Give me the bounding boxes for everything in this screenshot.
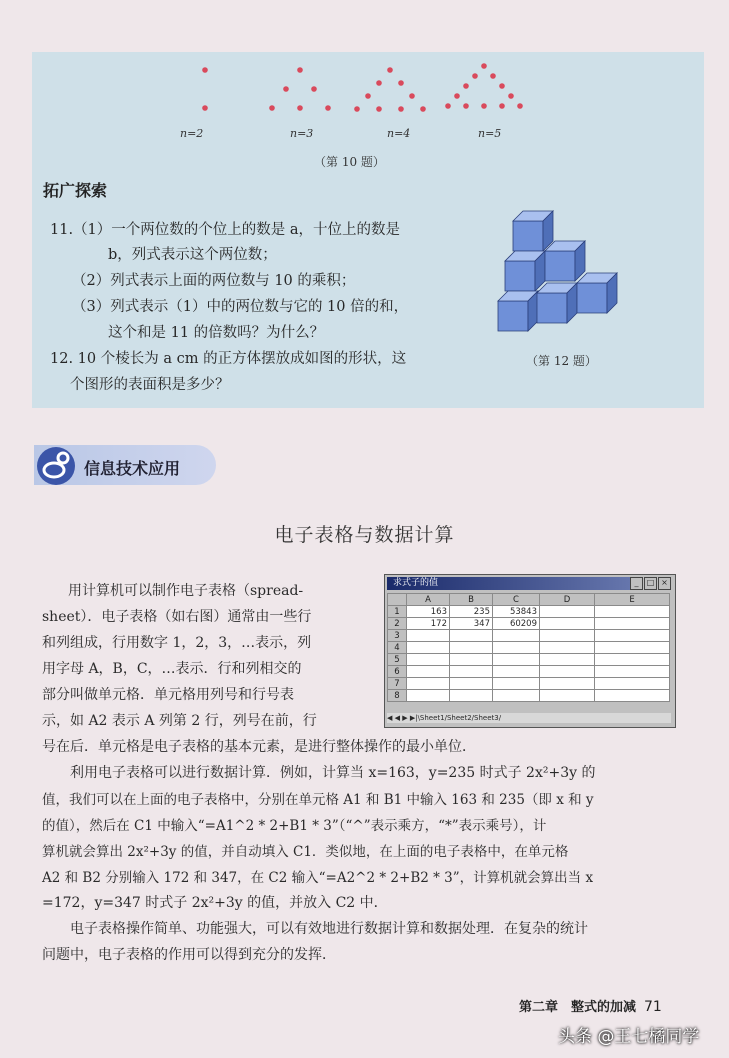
- row-header: 5: [388, 654, 407, 666]
- minimize-icon: _: [630, 577, 643, 590]
- paragraph-line: 利用电子表格可以进行数据计算．例如，计算当 x=163，y=235 时式子 2x²+3y 的: [70, 765, 596, 781]
- banner-title: 信息技术应用: [84, 459, 181, 478]
- spreadsheet-cell: [450, 642, 493, 654]
- dot: [398, 80, 404, 86]
- dot: [354, 106, 360, 112]
- spreadsheet-row: [388, 654, 670, 666]
- problem-line: （2）列式表示上面的两位数与 10 的乘积；: [72, 273, 356, 289]
- spreadsheet-cell: [450, 690, 493, 702]
- dot: [202, 105, 208, 111]
- spreadsheet-cell: [407, 654, 450, 666]
- spreadsheet-cell: 347: [450, 618, 493, 630]
- dot: [311, 86, 317, 92]
- chapter-title: 第二章 整式的加减: [519, 1000, 637, 1015]
- watermark: 头条 @王七橘同学: [558, 1027, 700, 1047]
- paragraph-line: 用计算机可以制作电子表格（spread-: [68, 583, 304, 599]
- spreadsheet-cell: [493, 630, 540, 642]
- dot: [202, 67, 208, 73]
- spreadsheet-cell: [540, 642, 595, 654]
- spreadsheet-cell: [595, 690, 670, 702]
- spreadsheet-cell: [493, 654, 540, 666]
- spreadsheet-row: [388, 642, 670, 654]
- row-header: 6: [388, 666, 407, 678]
- article-title: 电子表格与数据计算: [274, 524, 455, 546]
- problem-line: （3）列式表示（1）中的两位数与它的 10 倍的和，: [72, 299, 409, 315]
- figure-label-n5: n=5: [478, 127, 502, 140]
- spreadsheet-row: [388, 618, 670, 630]
- maximize-icon: □: [644, 577, 657, 590]
- spreadsheet-cell: [595, 642, 670, 654]
- spreadsheet-row: [388, 606, 670, 618]
- row-header: 4: [388, 642, 407, 654]
- spreadsheet-cell: [407, 678, 450, 690]
- column-header: D: [540, 594, 595, 606]
- row-header: 3: [388, 630, 407, 642]
- spreadsheet-cell: [540, 678, 595, 690]
- dot: [283, 86, 289, 92]
- figure-label-n3: n=3: [290, 127, 314, 140]
- spreadsheet-cell: [450, 630, 493, 642]
- paragraph-line: 值，我们可以在上面的电子表格中，分别在单元格 A1 和 B1 中输入 163 和 235（即 x 和 y: [42, 792, 594, 808]
- spreadsheet-cell: [407, 642, 450, 654]
- paragraph-line: 的值），然后在 C1 中输入“=A1^2 * 2+B1 * 3”（“^”表示乘方，“*”表示乘号），计: [42, 818, 547, 834]
- spreadsheet-cell: [407, 666, 450, 678]
- dot: [472, 73, 478, 79]
- spreadsheet-row: [388, 678, 670, 690]
- spreadsheet-cell: [493, 642, 540, 654]
- dot: [387, 67, 393, 73]
- dot: [481, 63, 487, 69]
- close-icon: ×: [658, 577, 671, 590]
- cube-caption: （第 12 题）: [526, 354, 597, 368]
- spreadsheet-cell: [540, 690, 595, 702]
- spreadsheet-cell: [450, 654, 493, 666]
- spreadsheet-row: [388, 690, 670, 702]
- problem-line: b，列式表示这个两位数；: [108, 247, 277, 263]
- spreadsheet-cell: [540, 654, 595, 666]
- paragraph-line: 部分叫做单元格．单元格用列号和行号表: [42, 687, 294, 703]
- paragraph-line: sheet）．电子表格（如右图）通常由一些行: [42, 609, 312, 625]
- dot: [420, 106, 426, 112]
- dot: [297, 105, 303, 111]
- spreadsheet-cell: [450, 666, 493, 678]
- spreadsheet-cell: [407, 630, 450, 642]
- spreadsheet-cell: 235: [450, 606, 493, 618]
- paragraph-line: 电子表格操作简单、功能强大，可以有效地进行数据计算和数据处理．在复杂的统计: [70, 921, 588, 937]
- paragraph-line: 算机就会算出 2x²+3y 的值，并自动填入 C1．类似地，在上面的电子表格中，在单元格: [42, 844, 569, 860]
- spreadsheet-cell: 172: [407, 618, 450, 630]
- spreadsheet-cell: 163: [407, 606, 450, 618]
- dot: [490, 73, 496, 79]
- corner-cell: [388, 594, 407, 606]
- dot: [409, 93, 415, 99]
- dot: [297, 67, 303, 73]
- dot: [499, 83, 505, 89]
- dot: [445, 103, 451, 109]
- row-header: 1: [388, 606, 407, 618]
- column-header: B: [450, 594, 493, 606]
- paragraph-line: 和列组成，行用数字 1，2，3，…表示，列: [42, 635, 312, 651]
- dot: [325, 105, 331, 111]
- paragraph-line: 号在后．单元格是电子表格的基本元素，是进行整体操作的最小单位．: [42, 739, 476, 755]
- spreadsheet-cell: [450, 678, 493, 690]
- paragraph-line: =172，y=347 时式子 2x²+3y 的值，并放入 C2 中．: [42, 895, 388, 911]
- paragraph-line: 问题中，电子表格的作用可以得到充分的发挥．: [42, 947, 336, 963]
- spreadsheet-cell: [595, 606, 670, 618]
- paragraph-line: 用字母 A，B，C，…表示．行和列相交的: [42, 661, 302, 677]
- spreadsheet-cell: [540, 606, 595, 618]
- problem-line: 11.（1）一个两位数的个位上的数是 a，十位上的数是: [50, 222, 401, 238]
- dot: [376, 80, 382, 86]
- spreadsheet-window: [384, 574, 676, 728]
- dot: [481, 103, 487, 109]
- figure-label-n2: n=2: [180, 127, 204, 140]
- dot-triangle-figure: [0, 0, 729, 140]
- problem-line: 个图形的表面积是多少？: [70, 377, 230, 393]
- spreadsheet-cell: [595, 630, 670, 642]
- paragraph-line: 示，如 A2 表示 A 列第 2 行，列号在前，行: [42, 713, 317, 729]
- row-header: 2: [388, 618, 407, 630]
- page-footer: [519, 996, 662, 1015]
- spreadsheet-cell: [407, 690, 450, 702]
- spreadsheet-cell: [595, 666, 670, 678]
- row-header: 8: [388, 690, 407, 702]
- page-number: 71: [644, 999, 662, 1015]
- figure-label-n4: n=4: [387, 127, 411, 140]
- problem-line: 12. 10 个棱长为 a cm 的正方体摆放成如图的形状，这: [50, 351, 407, 367]
- dot: [508, 93, 514, 99]
- dot: [463, 83, 469, 89]
- column-header: A: [407, 594, 450, 606]
- spreadsheet-cell: 60209: [493, 618, 540, 630]
- dot: [376, 106, 382, 112]
- dot: [398, 106, 404, 112]
- dot: [517, 103, 523, 109]
- problem-line: 这个和是 11 的倍数吗？为什么？: [108, 325, 325, 341]
- spreadsheet-cell: [540, 666, 595, 678]
- spreadsheet-cell: [595, 654, 670, 666]
- spreadsheet-cell: [595, 618, 670, 630]
- row-header: 7: [388, 678, 407, 690]
- cube-stack-figure: [493, 207, 633, 337]
- dot: [365, 93, 371, 99]
- spreadsheet-cell: [540, 618, 595, 630]
- spreadsheet-grid: [387, 593, 670, 702]
- spreadsheet-cell: [540, 630, 595, 642]
- spreadsheet-cell: [493, 690, 540, 702]
- spreadsheet-row: [388, 666, 670, 678]
- spreadsheet-cell: 53843: [493, 606, 540, 618]
- dot: [463, 103, 469, 109]
- spreadsheet-cell: [595, 678, 670, 690]
- section-title: 拓广探索: [43, 181, 108, 200]
- spreadsheet-cell: [493, 678, 540, 690]
- spreadsheet-cell: [493, 666, 540, 678]
- column-header: E: [595, 594, 670, 606]
- figure-caption-10: （第 10 题）: [314, 155, 385, 169]
- dot: [499, 103, 505, 109]
- info-tech-logo-icon: [34, 442, 84, 492]
- paragraph-line: A2 和 B2 分别输入 172 和 347，在 C2 输入“=A2^2 * 2+B2 * 3”，计算机就会算出当 x: [42, 870, 594, 886]
- spreadsheet-title: 求式子的值: [387, 577, 643, 590]
- dot: [454, 93, 460, 99]
- spreadsheet-row: [388, 630, 670, 642]
- column-header: C: [493, 594, 540, 606]
- dot: [269, 105, 275, 111]
- sheet-tabs: ◀ ◀ ▶ ▶|\Sheet1/Sheet2/Sheet3/: [387, 713, 671, 723]
